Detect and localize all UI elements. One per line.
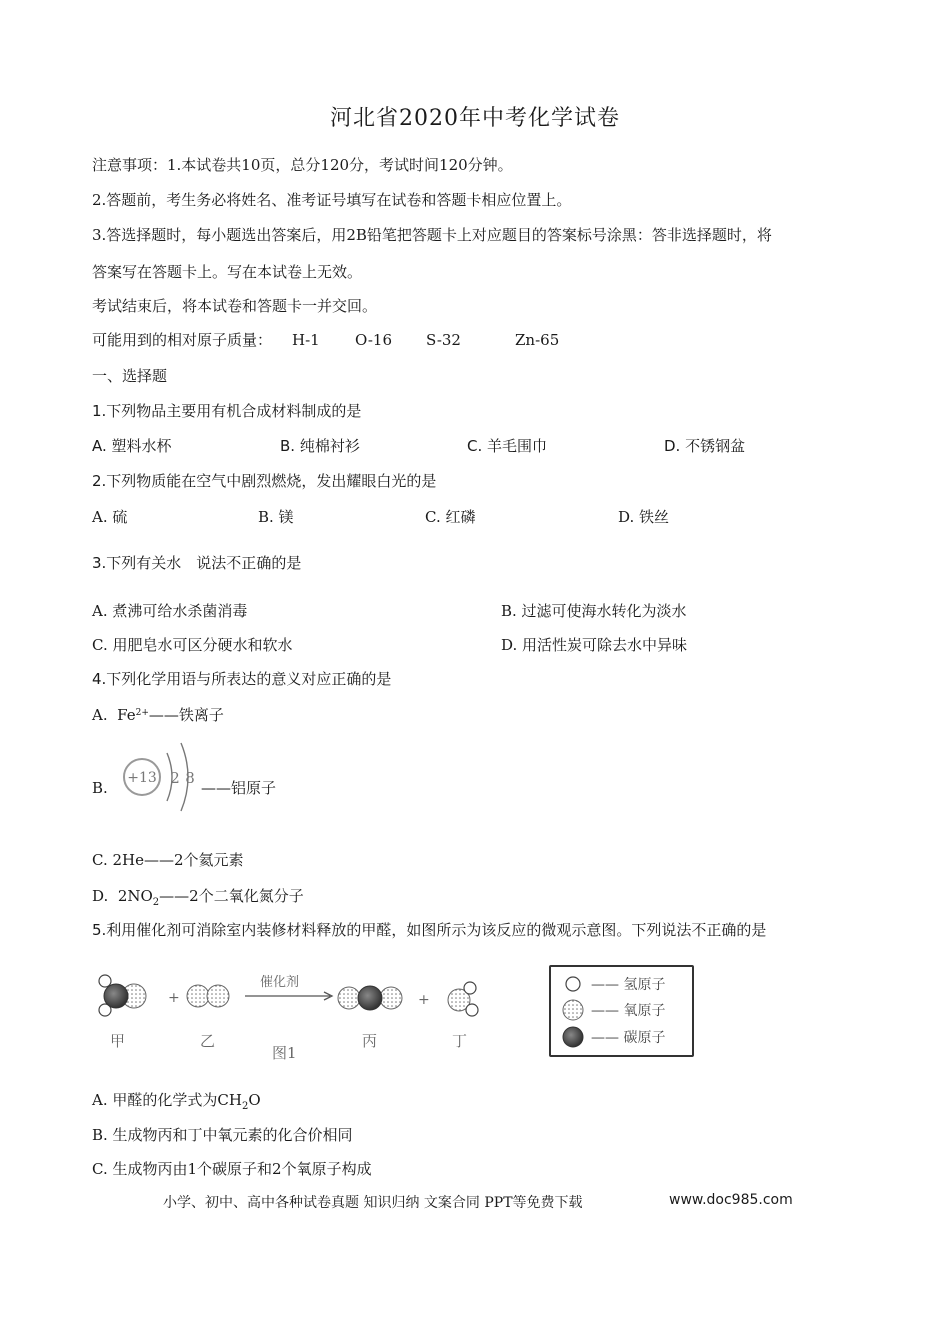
water-molecule xyxy=(448,982,478,1016)
ch2o-subscript: 2 xyxy=(241,1101,249,1112)
section-heading: 一、选择题 xyxy=(92,367,168,385)
notes-line-3a: 3.答选择题时，每小题选出答案后，用2B铅笔把答题卡上对应题目的答案标号涂黑：答非选择题时，将 xyxy=(92,226,772,244)
question-4-option-b-meaning: ——铝原子 xyxy=(201,779,277,797)
question-2-option-d: D. 铁丝 xyxy=(618,508,670,526)
legend-oxygen: —— 氧原子 xyxy=(591,1003,666,1019)
iron-ion-charge: 2+ xyxy=(135,708,149,718)
question-3-stem: 3.下列有关水 说法不正确的是 xyxy=(92,554,302,572)
question-4-option-c: C. 2He——2个氦元素 xyxy=(92,851,244,869)
nucleus-charge: +13 xyxy=(127,770,157,786)
option-a-label: A. xyxy=(92,706,108,724)
notes-line-2: 2.答题前，考生务必将姓名、准考证号填写在试卷和答题卡相应位置上。 xyxy=(92,191,572,209)
atomic-mass-s: S-32 xyxy=(426,331,461,349)
question-5-option-b: B. 生成物丙和丁中氧元素的化合价相同 xyxy=(92,1126,353,1144)
question-5-option-a xyxy=(92,1090,261,1113)
question-1-stem: 1.下列物品主要用有机合成材料制成的是 xyxy=(92,402,362,420)
question-3-option-c: C. 用肥皂水可区分硬水和软水 xyxy=(92,636,293,654)
label-ding: 丁 xyxy=(452,1032,468,1050)
option-d-meaning: ——2个二氧化氮分子 xyxy=(159,887,304,905)
notes-line-3b: 答案写在答题卡上。写在本试卷上无效。 xyxy=(92,263,363,281)
question-2-option-a: A. 硫 xyxy=(92,508,128,526)
hydrogen-atom-icon xyxy=(566,977,580,991)
option-a-meaning: ——铁离子 xyxy=(148,706,224,724)
atomic-mass-o: O-16 xyxy=(355,331,393,349)
no2-subscript: 2 xyxy=(152,897,160,908)
catalyst-label: 催化剂 xyxy=(260,975,300,990)
label-yi: 乙 xyxy=(200,1032,216,1050)
question-1-option-b: B. 纯棉衬衫 xyxy=(280,437,360,455)
question-3-option-a: A. 煮沸可给水杀菌消毒 xyxy=(92,602,248,620)
carbon-dioxide-molecule xyxy=(338,986,402,1010)
legend-hydrogen: —— 氢原子 xyxy=(591,977,666,993)
question-1-option-a: A. 塑料水杯 xyxy=(92,437,172,455)
oxygen-atom-icon xyxy=(563,1000,583,1020)
question-4-option-a xyxy=(92,705,224,725)
question-4-option-b-label: B. xyxy=(92,779,108,797)
footer-text: 小学、初中、高中各种试卷真题 知识归纳 文案合同 PPT等免费下载 xyxy=(163,1195,583,1211)
question-2-option-b: B. 镁 xyxy=(258,508,294,526)
question-1-option-d: D. 不锈钢盆 xyxy=(664,437,746,455)
no2-formula: 2NO xyxy=(117,887,153,905)
atom-legend xyxy=(549,965,694,1057)
shell-1-electrons: 2 xyxy=(170,769,180,787)
question-5-stem: 5.利用催化剂可消除室内装修材料释放的甲醛，如图所示为该反应的微观示意图。下列说法不正确的是 xyxy=(92,921,767,939)
plus-sign-1: + xyxy=(168,990,180,1006)
figure-caption: 图1 xyxy=(272,1044,297,1062)
carbon-atom-icon xyxy=(563,1027,583,1047)
option-a-tail: O xyxy=(248,1091,261,1109)
question-4-option-d xyxy=(92,886,304,909)
question-2-stem: 2.下列物质能在空气中剧烈燃烧，发出耀眼白光的是 xyxy=(92,472,437,490)
question-1-option-c: C. 羊毛围巾 xyxy=(467,437,548,455)
atomic-mass-h: H-1 xyxy=(292,331,320,349)
aluminum-atom-structure-diagram xyxy=(115,735,205,835)
formaldehyde-molecule xyxy=(99,975,146,1016)
question-4-stem: 4.下列化学用语与所表达的意义对应正确的是 xyxy=(92,670,392,688)
question-3-option-d: D. 用活性炭可除去水中异味 xyxy=(501,636,688,654)
plus-sign-2: + xyxy=(418,992,430,1008)
option-d-label: D. xyxy=(92,887,109,905)
shell-2-electrons: 8 xyxy=(185,769,195,787)
iron-ion-symbol: Fe xyxy=(117,706,136,724)
question-3-option-b: B. 过滤可使海水转化为淡水 xyxy=(501,602,687,620)
atomic-mass-zn: Zn-65 xyxy=(515,331,560,349)
option-a-text: A. 甲醛的化学式为CH xyxy=(92,1091,242,1109)
legend-carbon: —— 碳原子 xyxy=(591,1030,666,1046)
footer-url[interactable]: www.doc985.com xyxy=(669,1192,793,1208)
notes-line-4: 考试结束后，将本试卷和答题卡一并交回。 xyxy=(92,297,378,315)
page-title: 河北省2020年中考化学试卷 xyxy=(330,106,620,131)
label-jia: 甲 xyxy=(110,1032,126,1050)
oxygen-molecule xyxy=(187,985,229,1007)
reaction-micro-diagram xyxy=(90,968,500,1063)
question-2-option-c: C. 红磷 xyxy=(425,508,476,526)
atomic-mass-label: 可能用到的相对原子质量： xyxy=(92,331,273,349)
label-bing: 丙 xyxy=(362,1032,378,1050)
question-5-option-c: C. 生成物丙由1个碳原子和2个氧原子构成 xyxy=(92,1160,372,1178)
notes-line-1: 注意事项：1.本试卷共10页，总分120分，考试时间120分钟。 xyxy=(92,156,513,174)
